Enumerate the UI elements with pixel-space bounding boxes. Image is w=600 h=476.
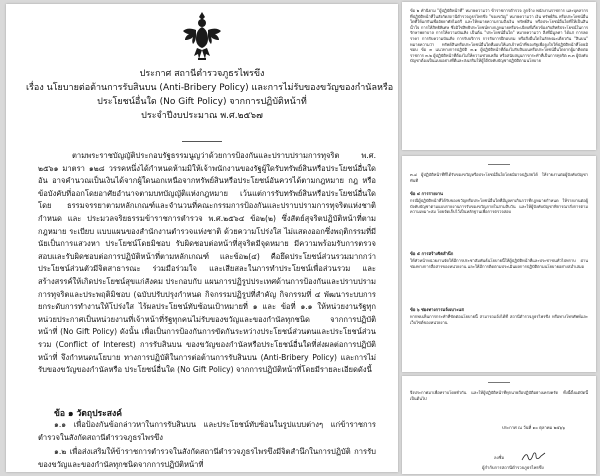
garuda-emblem-icon (182, 10, 222, 62)
page-3-text: จึงประกาศมาเพื่อทราบโดยทั่วกัน และให้ผู้ปฏิบัติหน้าที่ทุกนายถือปฏิบัติอย่างเคร่งครัด ทั้งนี้ตั้งแต่บัดนี้เป็นต้นไป (410, 390, 588, 401)
announcement-date: ประกาศ ณ วันที่ ๑๐ ตุลาคม ๒๕๖๖ (502, 425, 565, 430)
subject-line: เรื่อง นโยบายต่อต้านการรับสินบน (Anti-Bribery Policy) และการไม่รับของขวัญของกำนัลหรือ (26, 83, 394, 93)
header-divider (182, 141, 222, 142)
page-2-text-top: ๓.๔ ผู้ปฏิบัติหน้าที่ที่ได้รับของขวัญหรือประโยชน์อื่นใดโดยมิอาจปฏิเสธได้ ให้รายงานต่อผู้บังคับบัญชาทันที (410, 172, 588, 183)
continuation-page-1 (402, 2, 596, 150)
section-4-heading: ข้อ ๔ การรายงาน (410, 191, 443, 196)
continuation-page-2 (402, 156, 596, 372)
signer-title: ผู้กำกับการสถานีตำรวจภูธรไพรขึง (482, 465, 544, 470)
main-document-page (6, 4, 398, 472)
page-2-divider (488, 164, 510, 165)
page-2-text-mid: กรณีผู้ปฏิบัติหน้าที่ได้รับของขวัญหรือประโยชน์อื่นใดที่มีมูลค่าเกินกว่าที่กฎหมายกำหนด ให้รายงานต่อผู้บังคับบัญชาตามแบบรายงานการรับของขวัญภายในสามสิบวัน และให้ผู้บังคับบัญชาพิจารณาสั่งการตามความเหมาะสม โดยจัดเก็บไว้เป็นหลักฐานเพื่อการตรวจสอบ (410, 198, 588, 215)
section-6-heading: ข้อ ๖ ช่องทางการแจ้งเบาะแส (410, 307, 464, 312)
page-2-text-contact: หากพบเห็นการกระทำที่ขัดต่อนโยบายนี้ สามารถแจ้งได้ที่ สถานีตำรวจภูธรไพรขึง หรือทางโทรศัพท์และเว็บไซต์ของหน่วยงาน (410, 314, 588, 325)
signature-label: ลงชื่อ (494, 455, 504, 460)
objective-2: ๑.๒ เพื่อส่งเสริมให้ข้าราชการตำรวจในสังกัดสถานีตำรวจภูธรไพรขึงมีจิตสำนึกในการปฏิบัติ การรับของขวัญและของกำนัลทุกชนิดจากการปฏิบัติหน้าที่ (38, 447, 376, 469)
subject-line-2: ประโยชน์อื่นใด (No Gift Policy) จากการปฏิบัติหน้าที่ (97, 97, 307, 107)
objective-1: ๑.๑ เพื่อป้องกันข้อกล่าวหาในการรับสินบน และประโยชน์ทับซ้อนในรูปแบบต่างๆ แก่ข้าราชการตำรวจในสังกัดสถานีตำรวจภูธรไพรขึง (38, 420, 376, 442)
continuation-page-3 (402, 376, 596, 474)
signature-mark-icon (520, 451, 550, 463)
page-3-divider (488, 382, 510, 383)
section-1-heading: ข้อ ๑ วัตถุประสงค์ (54, 409, 122, 419)
page-1-text: ข้อ ๒ คำนิยาม "ผู้ปฏิบัติหน้าที่" หมายความว่า ข้าราชการตำรวจ ลูกจ้าง พนักงานราชการ และบุคลากรที่ปฏิบัติหน้าที่ในสังกัดสถานีตำรวจภูธรไพรขึง "ของขวัญ" หมายความว่า เงิน ทรัพย์สิน หรือประโยชน์อื่นใดที่ให้แก่กันเพื่ออัธยาศัยไมตรี และให้หมายความรวมถึงเงิน ทรัพย์สิน หรือประโยชน์อื่นใดที่ให้เป็นสินน้ำใจ การให้สิทธิพิเศษ ซึ่งมิใช่สิทธิประโยชน์ทางกฎหมายหรือระเบียบที่เกี่ยวข้องกับสิทธิประโยชน์ในการรักษาพยาบาล การให้ความบันเทิง เป็นต้น "ประโยชน์อื่นใด" หมายความว่า สิ่งที่มีมูลค่า ได้แก่ การลดราคา การรับความบันเทิง การรับบริการ การรับการฝึกอบรม หรือสิ่งอื่นใดในลักษณะเดียวกัน "สินบน" หมายความว่า ทรัพย์สินหรือประโยชน์อื่นใดที่มอบให้แก่เจ้าหน้าที่ของรัฐเพื่อจูงใจให้ปฏิบัติหน้าที่โดยมิชอบ ข้อ ๓ แนวทางการปฏิบัติ ๓.๑ ผู้ปฏิบัติหน้าที่ต้องไม่รับสินบนหรือประโยชน์อื่นใดจากผู้มาติดต่อราชการ ๓.๒ ผู้ปฏิบัติหน้าที่ต้องไม่ให้ความช่วยเหลือ หรือสนับสนุนการกระทำที่เป็นการทุจริต ๓.๓ ผู้บังคับบัญชาต้องเป็นแบบอย่างที่ดีและส่งเสริมให้ผู้ใต้บังคับบัญชาปฏิบัติตามนโยบาย (410, 8, 588, 64)
section-5-heading: ข้อ ๕ การสร้างจิตสำนึก (410, 251, 454, 256)
page-2-text-bottom: ให้หัวหน้าหน่วยงานจัดให้มีการประชาสัมพันธ์นโยบายนี้ให้ผู้ปฏิบัติหน้าที่และประชาชนทั่วไปทราบ ผ่านช่องทางการสื่อสารของหน่วยงาน และให้มีการติดตามประเมินผลการปฏิบัติตามนโยบายอย่างสม่ำเสมอ (410, 258, 588, 269)
body-paragraph: ตามพระราชบัญญัติประกอบรัฐธรรมนูญว่าด้วยการป้องกันและปราบปรามการทุจริต พ.ศ. ๒๕๖๑ มาตรา ๑๒๘ วรรคหนึ่งได้กำหนดห้ามมิให้เจ้าพนักงานของรัฐผู้ใดรับทรัพย์สินหรือประโยชน์อื่นใด อัน อาจคำนวณเป็นเงินได้จากผู้ใดนอกเหนือจากทรัพย์สินหรือประโยชน์อันควรได้ตามกฎหมาย กฎ หรือ ข้อบังคับที่ออกโดยอาศัยอำนาจตามบทบัญญัติแห่งกฎหมาย เว้นแต่การรับทรัพย์สินหรือประโยชน์อื่นใด โดย ธรรมจรรยาตามหลักเกณฑ์และจำนวนที่คณะกรรมการป้องกันและปราบปรามการทุจริตแห่งชาติกำหนด และ ประมวลจริยธรรมข้าราชการตำรวจ พ.ศ.๒๕๖๔ ข้อ๒(๒) ซึ่งสัตย์สุจริตปฏิบัติหน้าที่ตามกฎหมาย ระเบียบ แบบแผนของสำนักงานตำรวจแห่งชาติ ด้วยความโปร่งใส ไม่แสดงออกซึ่งพฤติกรรมที่มีนัยเป็นการแสวงหา ประโยชน์โดยมิชอบ รับผิดชอบต่อหน้าที่สุจริตมีจุดหมาย มีความพร้อมรับการตรวจสอบและรับผิดชอบต่อการปฏิบัติหน้าที่ตามหลักเกณฑ์ และข้อ๒(๔) คือยึดประโยชน์ส่วนรวมมากกว่าประโยชน์ส่วนตัวมีจิตสาธารณะ ร่วมมือร่วมใจ และเสียสละในการทำประโยชน์เพื่อส่วนรวม และสร้างสรรค์ให้เกิดประโยชน์สุขแก่สังคม ประกอบกับ แผนการปฏิรูปประเทศด้านการป้องกันและปราบปรามการทุจริตและประพฤติมิชอบ (ฉบับปรับปรุงกำหนด กิจกรรมปฏิรูปที่สำคัญ กิจกรรมที่ ๔ พัฒนาระบบการยกระดับการทำงานให้โปร่งใส ไร้ผลประโยชน์ทับซ้อนเป้าหมายที่ ๑ และ ข้อที่ ๑.๑ ให้หน่วยงานรัฐทุกหน่วยประกาศเป็นหน่วยงานที่เจ้าหน้าที่รัฐทุกคนไม่รับของขวัญและของกำนัลทุกชนิด จากการปฏิบัติหน้าที่ (No Gift Policy) ดังนั้น เพื่อเป็นการป้องกันการขัดกันระหว่างประโยชน์ส่วนตนและประโยชน์ส่วนรวม (Conflict of Interest) การรับสินบน ของขวัญของกำนัลหรือประโยชน์อื่นใดที่ส่งผลต่อการปฏิบัติหน้าที่ จึงกำหนดนโยบาย ทางการปฏิบัติในการต่อต้านการรับสินบน (Anti-Bribery Policy) และการไม่รับของขวัญของกำนัลหรือ ประโยชน์อื่นใด (No Gift Policy) จากการปฏิบัติหน้าที่โดยมีรายละเอียดดังนี้ (38, 151, 376, 375)
fiscal-year-line: ประจำปีงบประมาณ พ.ศ.๒๕๖๗ (141, 111, 263, 121)
issuer-line: ประกาศ สถานีตำรวจภูธรไพรขึง (139, 69, 265, 79)
